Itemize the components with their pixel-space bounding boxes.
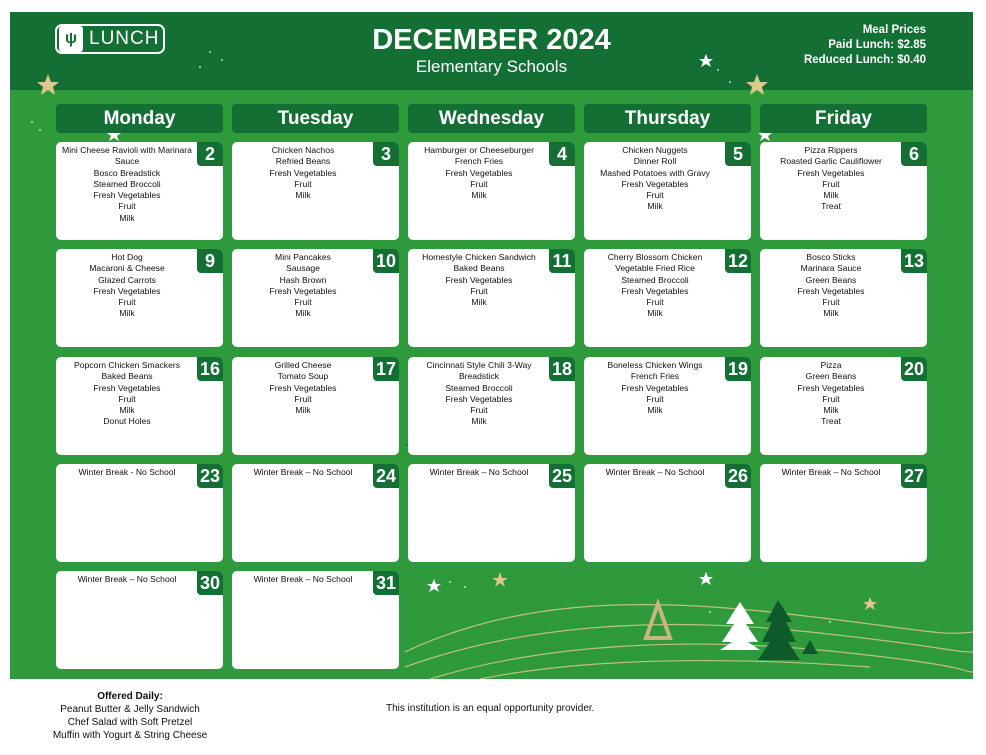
menu-item: Milk	[295, 405, 311, 416]
menu-item: Fresh Vegetables	[797, 382, 865, 393]
menu-item: Milk	[119, 405, 135, 416]
menu-item: Winter Break - No School	[78, 467, 176, 477]
menu-list	[234, 252, 372, 320]
menu-item: Fruit	[646, 190, 664, 201]
hills-lines-icon	[405, 605, 973, 679]
day-cell	[408, 357, 575, 455]
menu-list	[762, 360, 900, 428]
menu-item: Fresh Vegetables	[445, 393, 513, 404]
day-cell	[760, 249, 927, 347]
menu-item: Grilled Cheese	[274, 360, 332, 370]
date-number: 10	[373, 249, 399, 273]
menu-list	[586, 145, 724, 213]
menu-item: Fresh Vegetables	[269, 167, 337, 178]
date-number: 27	[901, 464, 927, 488]
date-number: 6	[901, 142, 927, 166]
menu-item: Milk	[823, 190, 839, 201]
menu-item: Milk	[471, 297, 487, 308]
menu-list	[410, 145, 548, 201]
menu-item: Fruit	[646, 297, 664, 308]
menu-item: Fruit	[822, 178, 840, 189]
menu-item: Popcorn Chicken Smackers	[73, 360, 181, 370]
menu-item: Treat	[821, 416, 841, 427]
date-number: 11	[549, 249, 575, 273]
date-number: 5	[725, 142, 751, 166]
day-header-friday: Friday	[760, 104, 927, 133]
menu-item: Fruit	[822, 393, 840, 404]
day-cell	[232, 571, 399, 669]
day-cell	[56, 464, 223, 562]
menu-list	[410, 252, 548, 308]
menu-item: Sausage	[286, 263, 320, 274]
menu-item: Fruit	[646, 393, 664, 404]
day-cell	[232, 142, 399, 240]
menu-item: Bosco Breadstick	[93, 167, 161, 178]
date-number: 13	[901, 249, 927, 273]
menu-item: Milk	[647, 201, 663, 212]
menu-list	[762, 145, 900, 213]
logo-text: LUNCH	[89, 28, 160, 49]
menu-item: Fresh Vegetables	[621, 382, 689, 393]
menu-item: Milk	[647, 405, 663, 416]
date-number: 25	[549, 464, 575, 488]
menu-item: Chicken Nachos	[271, 145, 335, 155]
date-number: 18	[549, 357, 575, 381]
menu-list	[234, 145, 372, 201]
menu-item: Winter Break – No School	[781, 467, 881, 477]
menu-list	[58, 467, 196, 478]
menu-item: Steamed Broccoli	[445, 382, 513, 393]
menu-item: Milk	[823, 308, 839, 319]
menu-item: Milk	[119, 308, 135, 319]
menu-item: Winter Break – No School	[253, 467, 353, 477]
menu-item: Bosco Sticks	[806, 252, 856, 262]
calendar-board	[10, 12, 973, 679]
menu-item: Treat	[821, 201, 841, 212]
day-cell	[56, 357, 223, 455]
menu-item: Glazed Carrots	[98, 274, 156, 285]
menu-item: Fruit	[118, 201, 136, 212]
date-number: 2	[197, 142, 223, 166]
date-number: 24	[373, 464, 399, 488]
menu-item: Fresh Vegetables	[93, 285, 161, 296]
date-number: 31	[373, 571, 399, 595]
day-cell	[408, 249, 575, 347]
day-cell	[232, 249, 399, 347]
day-cell	[408, 464, 575, 562]
day-cell	[760, 464, 927, 562]
menu-item: Milk	[119, 212, 135, 223]
menu-item: Pizza Rippers	[804, 145, 858, 155]
menu-list	[586, 252, 724, 320]
menu-item: Fresh Vegetables	[93, 190, 161, 201]
day-header-wednesday: Wednesday	[408, 104, 575, 133]
day-header-monday: Monday	[56, 104, 223, 133]
date-number: 17	[373, 357, 399, 381]
menu-item: Milk	[295, 308, 311, 319]
menu-list	[58, 360, 196, 428]
date-number: 16	[197, 357, 223, 381]
menu-item: Fresh Vegetables	[445, 274, 513, 285]
menu-list	[58, 574, 196, 585]
menu-item: Milk	[295, 190, 311, 201]
menu-item: Hot Dog	[111, 252, 143, 262]
day-cell	[584, 464, 751, 562]
menu-item: Milk	[823, 405, 839, 416]
date-number: 9	[197, 249, 223, 273]
menu-item: Steamed Broccoli	[621, 274, 689, 285]
offered-item: Chef Salad with Soft Pretzel	[67, 717, 193, 728]
menu-item: Winter Break – No School	[253, 574, 353, 584]
menu-item: Fresh Vegetables	[445, 167, 513, 178]
page-subtitle: Elementary Schools	[415, 57, 568, 76]
menu-item: Breadstick	[458, 371, 500, 382]
day-cell	[760, 357, 927, 455]
menu-item: Milk	[647, 308, 663, 319]
equal-opportunity-statement: This institution is an equal opportunity provider.	[386, 703, 595, 714]
menu-list	[234, 467, 372, 478]
menu-item: Fruit	[470, 178, 488, 189]
menu-item: Fresh Vegetables	[269, 285, 337, 296]
menu-item: Fruit	[294, 393, 312, 404]
date-number: 26	[725, 464, 751, 488]
offered-daily	[40, 690, 220, 742]
menu-item: Winter Break – No School	[77, 574, 177, 584]
menu-list	[762, 252, 900, 320]
menu-item: Fruit	[294, 178, 312, 189]
menu-item: Sauce	[114, 156, 140, 167]
menu-item: Fresh Vegetables	[621, 178, 689, 189]
day-cell	[56, 571, 223, 669]
menu-item: Vegetable Fried Rice	[615, 263, 695, 274]
paid-lunch-price: Paid Lunch: $2.85	[828, 39, 926, 51]
day-cell	[760, 142, 927, 240]
menu-item: Fruit	[294, 297, 312, 308]
menu-list	[410, 360, 548, 428]
menu-item: Hash Brown	[279, 274, 327, 285]
day-header-tuesday: Tuesday	[232, 104, 399, 133]
menu-item: Green Beans	[805, 371, 857, 382]
date-number: 4	[549, 142, 575, 166]
menu-item: Winter Break – No School	[605, 467, 705, 477]
menu-item: Winter Break – No School	[429, 467, 529, 477]
menu-item: Macaroni & Cheese	[89, 263, 165, 274]
menu-item: Fruit	[470, 285, 488, 296]
menu-item: Steamed Broccoli	[93, 178, 161, 189]
menu-item: Homestyle Chicken Sandwich	[422, 252, 536, 262]
menu-item: Tomato Soup	[277, 371, 329, 382]
menu-item: Fruit	[118, 297, 136, 308]
menu-item: Mashed Potatoes with Gravy	[600, 167, 710, 178]
offered-daily-title: Offered Daily:	[97, 691, 163, 702]
menu-list	[234, 574, 372, 585]
menu-list	[58, 252, 196, 320]
date-number: 23	[197, 464, 223, 488]
date-number: 30	[197, 571, 223, 595]
day-cell	[56, 142, 223, 240]
menu-item: Fresh Vegetables	[269, 382, 337, 393]
menu-item: Fruit	[470, 405, 488, 416]
offered-item: Peanut Butter & Jelly Sandwich	[60, 704, 200, 715]
day-header-thursday: Thursday	[584, 104, 751, 133]
menu-list	[234, 360, 372, 416]
menu-item: Cincinnati Style Chili 3-Way	[426, 360, 532, 370]
menu-item: Donut Holes	[103, 416, 151, 427]
menu-item: French Fries	[454, 156, 504, 167]
menu-item: Milk	[471, 416, 487, 427]
day-cell	[56, 249, 223, 347]
menu-item: Fresh Vegetables	[797, 167, 865, 178]
offered-item: Muffin with Yogurt & String Cheese	[52, 730, 208, 741]
date-number: 12	[725, 249, 751, 273]
menu-item: Fruit	[822, 297, 840, 308]
menu-item: Cherry Blossom Chicken	[607, 252, 703, 262]
menu-list	[586, 360, 724, 416]
date-number: 19	[725, 357, 751, 381]
menu-item: Mini Cheese Ravioli with Marinara	[62, 145, 192, 155]
day-cell	[232, 464, 399, 562]
menu-item: Fresh Vegetables	[93, 382, 161, 393]
menu-item: Chicken Nuggets	[622, 145, 688, 155]
menu-list	[762, 467, 900, 478]
day-cell	[584, 142, 751, 240]
date-number: 20	[901, 357, 927, 381]
menu-item: Marinara Sauce	[800, 263, 862, 274]
menu-item: Fruit	[118, 393, 136, 404]
menu-item: Refried Beans	[275, 156, 331, 167]
menu-item: Boneless Chicken Wings	[607, 360, 703, 370]
menu-item: Mini Pancakes	[275, 252, 331, 262]
menu-list	[58, 145, 196, 224]
menu-list	[586, 467, 724, 478]
tree-icon	[646, 604, 670, 638]
tree-icon	[758, 600, 818, 660]
menu-item: Hamburger or Cheeseburger	[424, 145, 534, 155]
menu-item: Fresh Vegetables	[797, 285, 865, 296]
day-cell	[408, 142, 575, 240]
page-title: DECEMBER 2024	[372, 24, 611, 56]
fork-icon: ψ	[59, 26, 83, 52]
day-cell	[232, 357, 399, 455]
menu-item: Baked Beans	[453, 263, 505, 274]
menu-item: Dinner Roll	[633, 156, 677, 167]
day-cell	[584, 249, 751, 347]
menu-item: Fresh Vegetables	[621, 285, 689, 296]
prices-title: Meal Prices	[862, 24, 926, 36]
reduced-lunch-price: Reduced Lunch: $0.40	[803, 54, 926, 66]
menu-item: French Fries	[630, 371, 680, 382]
day-cell	[584, 357, 751, 455]
menu-item: Milk	[471, 190, 487, 201]
menu-item: Baked Beans	[101, 371, 153, 382]
menu-item: Roasted Garlic Cauliflower	[780, 156, 882, 167]
menu-item: Green Beans	[805, 274, 857, 285]
menu-item: Pizza	[820, 360, 842, 370]
date-number: 3	[373, 142, 399, 166]
menu-list	[410, 467, 548, 478]
